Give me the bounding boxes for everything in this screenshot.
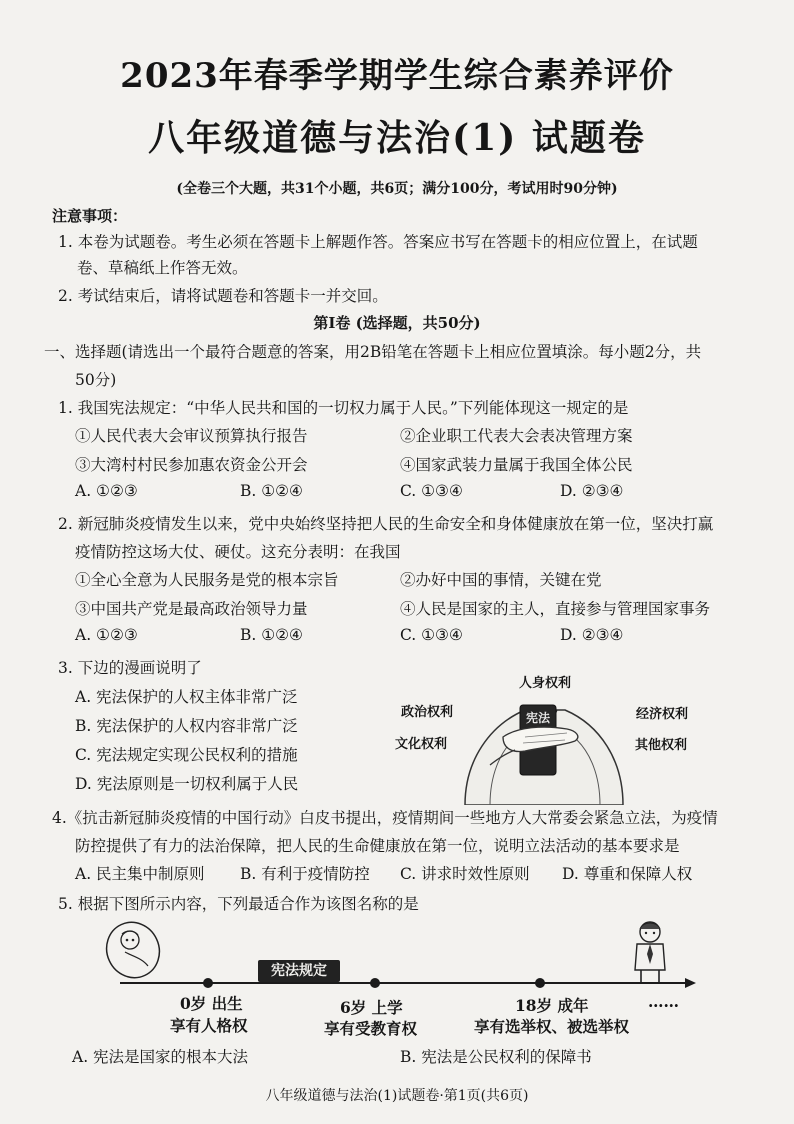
q1-item-2: ②企业职工代表大会表决管理方案 <box>400 427 633 445</box>
cartoon-label-left2: 文化权利 <box>395 737 448 752</box>
timeline-school-age: 6岁 上学 <box>340 998 403 1017</box>
constitution-stamp-label: 宪法规定 <box>258 960 340 982</box>
baby-icon <box>100 920 168 986</box>
q4-option-d: D. 尊重和保障人权 <box>562 865 693 883</box>
q1-option-d: D. ②③④ <box>560 482 624 500</box>
q2-item-2: ②办好中国的事情，关键在党 <box>400 571 602 589</box>
q5-timeline <box>100 920 700 990</box>
notes-heading: 注意事项： <box>52 207 128 225</box>
q1-option-c: C. ①③④ <box>400 482 463 500</box>
timeline-birth-age: 0岁 出生 <box>180 994 243 1013</box>
q1-item-4: ④国家武装力量属于我国全体公民 <box>400 456 633 474</box>
cartoon-label-top: 人身权利 <box>518 676 572 691</box>
q1-option-b: B. ①②④ <box>240 482 303 500</box>
q2-option-c: C. ①③④ <box>400 626 463 644</box>
q4-stem-line2: 防控提供了有力的法治保障，把人民的生命健康放在第一位，说明立法活动的基本要求是 <box>75 837 680 855</box>
cartoon-label-right1: 经济权利 <box>635 707 689 722</box>
q3-option-b: B. 宪法保护的人权内容非常广泛 <box>75 717 298 735</box>
timeline-dot-school <box>370 978 380 988</box>
q2-stem-line2: 疫情防控这场大仗、硬仗。这充分表明：在我国 <box>75 543 401 561</box>
timeline-adult-right: 享有选举权、被选举权 <box>474 1017 630 1036</box>
timeline-dot-adult <box>535 978 545 988</box>
exam-title-line1: 2023年春季学期学生综合素养评价 <box>120 56 674 96</box>
exam-info: (全卷三个大题，共31个小题，共6页；满分100分，考试用时90分钟) <box>176 181 618 197</box>
q1-stem: 1. 我国宪法规定：“中华人民共和国的一切权力属于人民。”下列能体现这一规定的是 <box>58 399 629 417</box>
q1-option-a: A. ①②③ <box>75 482 138 500</box>
q4-option-b: B. 有利于疫情防控 <box>240 865 370 883</box>
timeline-birth-right: 享有人格权 <box>170 1016 248 1035</box>
q3-constitution-cartoon <box>395 665 695 805</box>
cartoon-figure-drawing <box>465 705 623 805</box>
cartoon-label-right2: 其他权利 <box>634 738 688 753</box>
q2-item-1: ①全心全意为人民服务是党的根本宗旨 <box>75 571 339 589</box>
q3-option-a: A. 宪法保护的人权主体非常广泛 <box>75 688 298 706</box>
q2-stem-line1: 2. 新冠肺炎疫情发生以来，党中央始终坚持把人民的生命安全和身体健康放在第一位，坚决打赢 <box>58 515 714 533</box>
q2-option-a: A. ①②③ <box>75 626 138 644</box>
q5-stem: 5. 根据下图所示内容，下列最适合作为该图名称的是 <box>58 895 419 913</box>
cartoon-book-title: 宪法 <box>525 711 551 725</box>
q1-item-3: ③大湾村村民参加惠农资金公开会 <box>75 456 308 474</box>
q5-option-b: B. 宪法是公民权利的保障书 <box>400 1048 592 1066</box>
q3-option-c: C. 宪法规定实现公民权利的措施 <box>75 746 298 764</box>
note-1-line1: 1. 本卷为试题卷。考生必须在答题卡上解题作答。答案应书写在答题卡的相应位置上，在试题 <box>58 233 698 251</box>
q4-option-c: C. 讲求时效性原则 <box>400 865 530 883</box>
q2-option-b: B. ①②④ <box>240 626 303 644</box>
page-footer: 八年级道德与法治(1)试题卷·第1页(共6页) <box>265 1088 529 1104</box>
exam-title-line2: 八年级道德与法治(1) 试题卷 <box>148 117 646 159</box>
timeline-arrow-icon <box>685 978 696 988</box>
section-heading: 第Ⅰ卷 (选择题，共50分) <box>313 314 481 332</box>
cartoon-label-left1: 政治权利 <box>400 705 454 720</box>
q2-option-d: D. ②③④ <box>560 626 624 644</box>
q3-stem: 3. 下边的漫画说明了 <box>58 659 202 677</box>
section-instruction-line2: 50分) <box>75 371 117 389</box>
section-instruction-line1: 一、选择题(请选出一个最符合题意的答案，用2B铅笔在答题卡上相应位置填涂。每小题2分，共 <box>44 343 702 361</box>
timeline-school-right: 享有受教育权 <box>324 1019 418 1038</box>
timeline-ellipsis: …… <box>648 992 679 1011</box>
q2-item-4: ④人民是国家的主人，直接参与管理国家事务 <box>400 600 711 618</box>
q2-item-3: ③中国共产党是最高政治领导力量 <box>75 600 308 618</box>
timeline-adult-age: 18岁 成年 <box>515 996 589 1015</box>
note-2: 2. 考试结束后，请将试题卷和答题卡一并交回。 <box>58 287 388 305</box>
q3-option-d: D. 宪法原则是一切权利属于人民 <box>75 775 299 793</box>
q1-item-1: ①人民代表大会审议预算执行报告 <box>75 427 308 445</box>
q4-stem-line1: 4.《抗击新冠肺炎疫情的中国行动》白皮书提出，疫情期间一些地方人大常委会紧急立法，为疫情 <box>52 809 718 827</box>
note-1-line2: 卷、草稿纸上作答无效。 <box>77 259 248 277</box>
timeline-dot-birth <box>203 978 213 988</box>
q4-option-a: A. 民主集中制原则 <box>75 865 205 883</box>
adult-man-icon <box>635 922 665 982</box>
q5-option-a: A. 宪法是国家的根本大法 <box>72 1048 249 1066</box>
